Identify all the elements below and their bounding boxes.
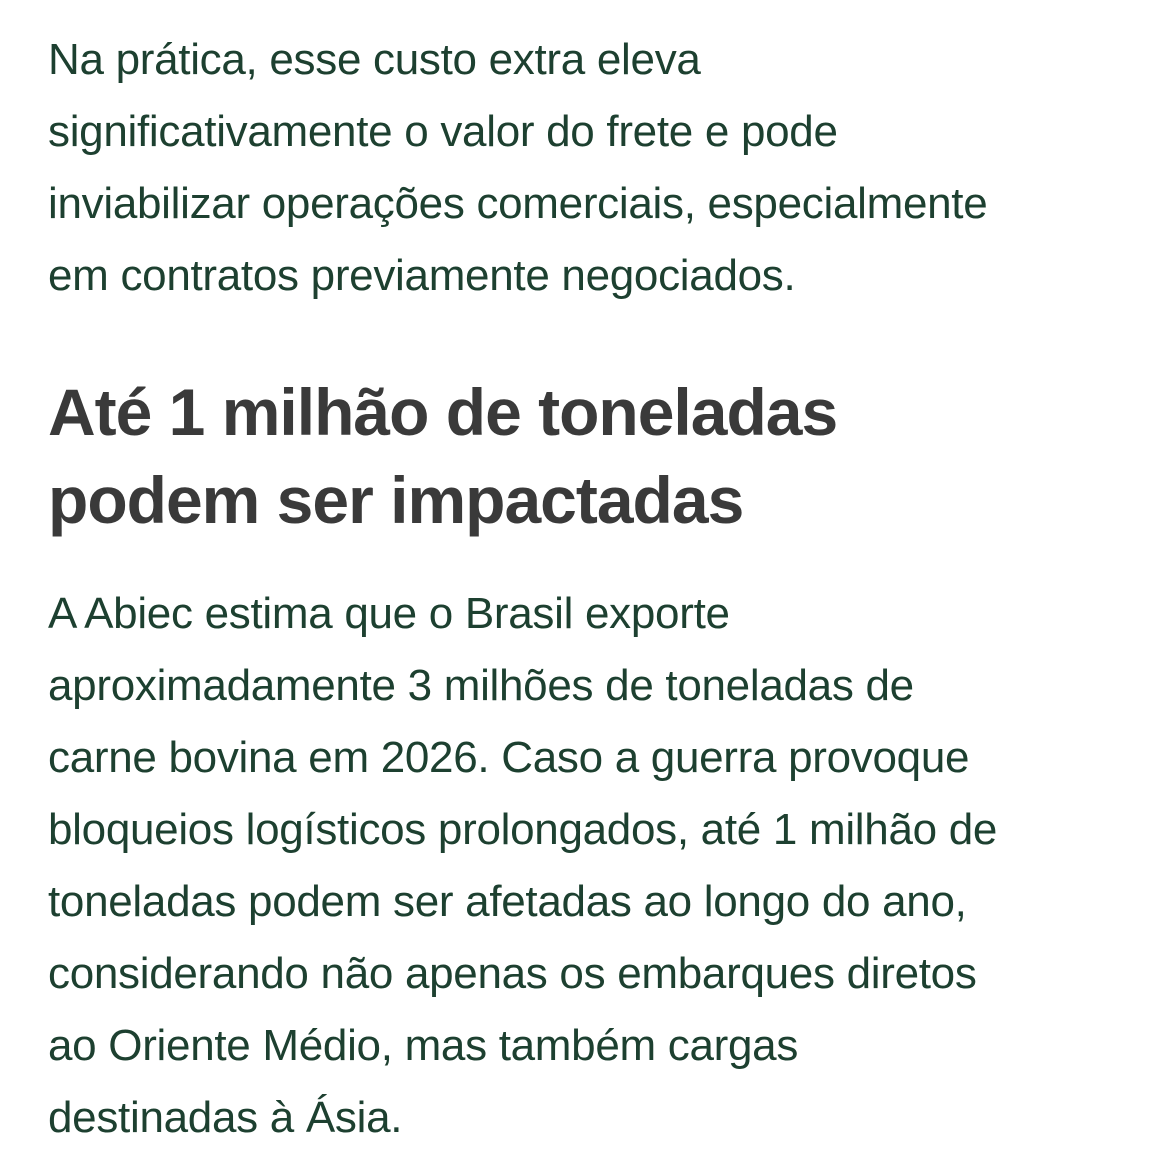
paragraph-line: considerando não apenas os embarques diretos: [48, 949, 977, 998]
heading-line: Até 1 milhão de toneladas: [48, 375, 838, 449]
paragraph-line: inviabilizar operações comerciais, especialmente: [48, 179, 988, 228]
paragraph-line: significativamente o valor do frete e pode: [48, 107, 838, 156]
paragraph-line: Na prática, esse custo extra eleva: [48, 35, 701, 84]
paragraph-line: ao Oriente Médio, mas também cargas: [48, 1021, 799, 1070]
paragraph-line: toneladas podem ser afetadas ao longo do ano,: [48, 877, 967, 926]
heading-line: podem ser impactadas: [48, 463, 744, 537]
paragraph-line: em contratos previamente negociados.: [48, 251, 796, 300]
paragraph-line: aproximadamente 3 milhões de toneladas de: [48, 661, 914, 710]
section-heading: [48, 368, 1122, 544]
paragraph-line: A Abiec estima que o Brasil exporte: [48, 589, 730, 638]
paragraph-intro: [48, 24, 1122, 312]
paragraph-line: carne bovina em 2026. Caso a guerra provoque: [48, 733, 970, 782]
paragraph-line: destinadas à Ásia.: [48, 1093, 403, 1142]
paragraph-line: bloqueios logísticos prolongados, até 1 milhão de: [48, 805, 998, 854]
paragraph-estimate: [48, 578, 1122, 1154]
